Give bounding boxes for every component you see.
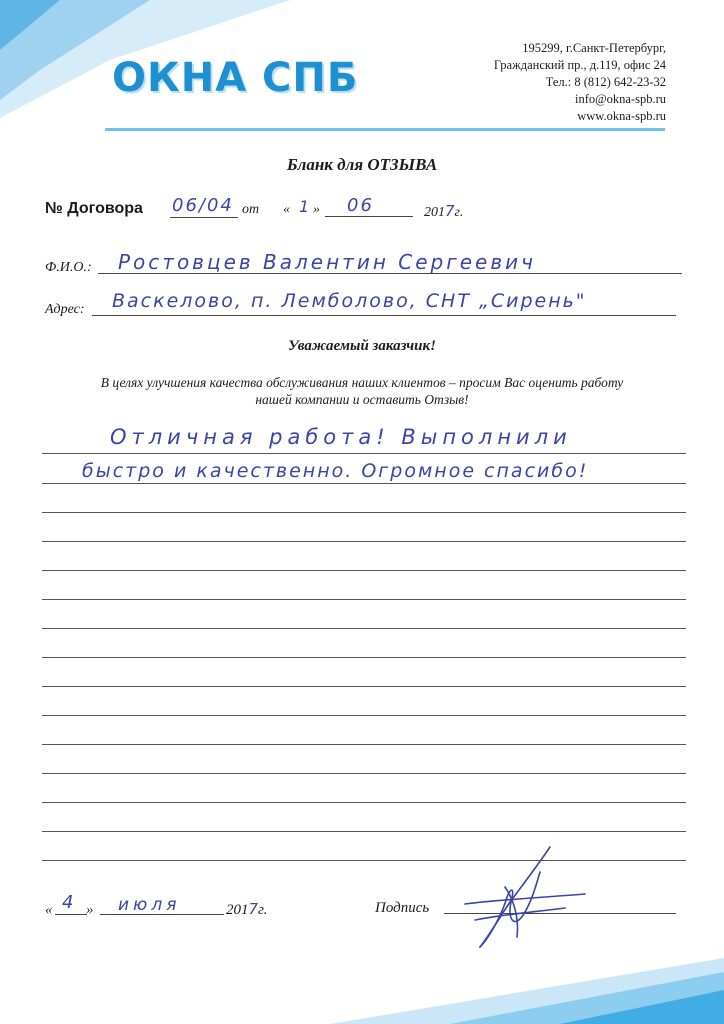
name-value: Ростовцев Валентин Сергеевич bbox=[118, 250, 536, 274]
address-line-1: 195299, г.Санкт-Петербург, bbox=[522, 41, 666, 55]
ruled-line bbox=[42, 628, 686, 629]
date-quote-open: « bbox=[283, 202, 290, 217]
contract-month-line bbox=[325, 216, 413, 217]
greeting: Уважаемый заказчик! bbox=[288, 338, 436, 354]
contract-from-label: от bbox=[242, 202, 260, 217]
phone-line: Тел.: 8 (812) 642-23-32 bbox=[545, 75, 666, 89]
header-divider bbox=[105, 128, 665, 131]
footer-year-digit: 7 bbox=[248, 900, 259, 918]
address-line-2: Гражданский пр., д.119, офис 24 bbox=[493, 58, 666, 72]
address-label: Адрес: bbox=[45, 302, 85, 317]
website-line: www.okna-spb.ru bbox=[577, 109, 666, 123]
email-line: info@okna-spb.ru bbox=[574, 92, 666, 106]
ruled-line bbox=[42, 831, 686, 832]
address-value: Васкелово, п. Лемболово, СНТ „Сирень" bbox=[112, 290, 587, 312]
contract-number: 06/04 bbox=[172, 195, 234, 216]
ruled-line bbox=[42, 570, 686, 571]
ruled-line bbox=[42, 773, 686, 774]
ruled-line bbox=[42, 715, 686, 716]
footer-quote-close: » bbox=[86, 902, 94, 918]
footer-year bbox=[226, 900, 267, 919]
review-line-2: быстро и качественно. Огромное спасибо! bbox=[82, 460, 589, 482]
footer-day: 4 bbox=[62, 892, 76, 913]
year-prefix: 201 bbox=[424, 205, 445, 220]
year-digit: 7 bbox=[445, 202, 455, 220]
footer-year-suffix: г. bbox=[258, 902, 268, 918]
name-line bbox=[98, 273, 682, 274]
ruled-line bbox=[42, 657, 686, 658]
ruled-line bbox=[42, 512, 686, 513]
footer-day-line bbox=[55, 914, 87, 915]
footer-month-line bbox=[100, 914, 224, 915]
ruled-line bbox=[42, 802, 686, 803]
contract-day: 1 bbox=[299, 197, 312, 216]
ruled-line bbox=[42, 453, 686, 454]
contract-number-line bbox=[170, 217, 238, 218]
ruled-line bbox=[42, 686, 686, 687]
year-suffix: г. bbox=[454, 205, 464, 220]
ruled-line bbox=[42, 483, 686, 484]
review-line-1: Отличная работа! Выполнили bbox=[110, 425, 572, 449]
date-quote-close: » bbox=[313, 202, 320, 217]
contact-block bbox=[494, 40, 666, 125]
handwritten-signature bbox=[445, 842, 595, 952]
ruled-line bbox=[42, 541, 686, 542]
ruled-line bbox=[42, 599, 686, 600]
company-logo: ОКНА СПБ bbox=[112, 55, 359, 101]
bottom-corner-band bbox=[0, 950, 724, 1024]
footer-month: июля bbox=[118, 895, 181, 915]
address-line bbox=[92, 315, 676, 316]
intro-line-2: нашей компании и оставить Отзыв! bbox=[255, 392, 469, 407]
signature-label: Подпись bbox=[375, 900, 430, 916]
contract-year bbox=[424, 202, 463, 221]
contract-label: № Договора bbox=[45, 200, 143, 217]
footer-year-prefix: 201 bbox=[226, 902, 249, 918]
contract-month: 06 bbox=[347, 195, 374, 216]
footer-quote-open: « bbox=[45, 902, 53, 918]
ruled-line bbox=[42, 744, 686, 745]
form-title: Бланк для ОТЗЫВА bbox=[286, 155, 438, 174]
intro-line-1: В целях улучшения качества обслуживания наших клиентов – просим Вас оценить работу bbox=[100, 375, 624, 390]
intro-text bbox=[0, 374, 724, 408]
name-label: Ф.И.О.: bbox=[45, 260, 92, 275]
